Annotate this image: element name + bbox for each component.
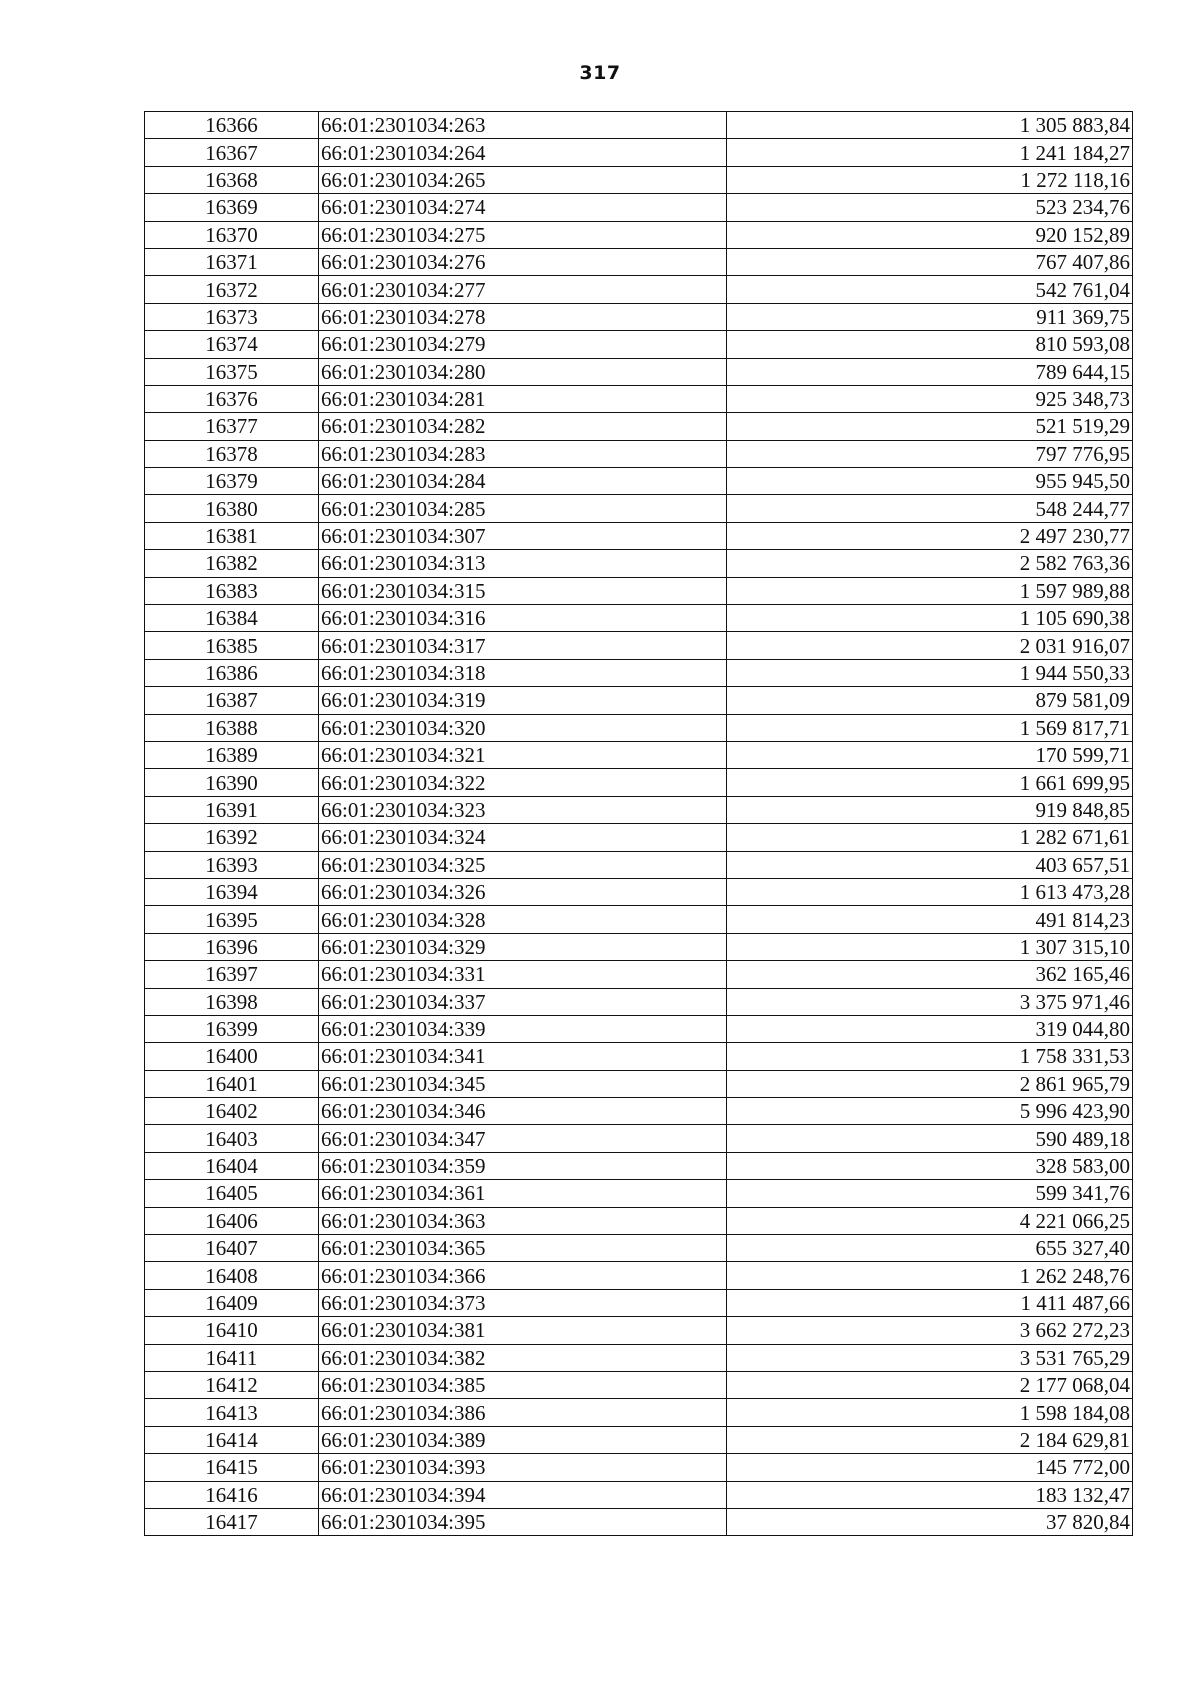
cadastral-value-cell: 797 776,95 [727,440,1133,467]
cadastral-value-cell: 521 519,29 [727,413,1133,440]
table-row [145,1262,1133,1289]
table-row [145,495,1133,522]
cadastral-value-cell: 1 598 184,08 [727,1399,1133,1426]
cadastral-value-cell: 1 307 315,10 [727,933,1133,960]
table-row [145,522,1133,549]
table-row [145,1152,1133,1179]
cadastral-number-cell: 66:01:2301034:320 [319,714,727,741]
table-row [145,331,1133,358]
cadastral-value-cell: 1 661 699,95 [727,769,1133,796]
row-number-cell: 16383 [145,577,319,604]
row-number-cell: 16411 [145,1344,319,1371]
row-number-cell: 16399 [145,1015,319,1042]
cadastral-number-cell: 66:01:2301034:280 [319,358,727,385]
cadastral-number-cell: 66:01:2301034:373 [319,1289,727,1316]
cadastral-number-cell: 66:01:2301034:381 [319,1317,727,1344]
cadastral-number-cell: 66:01:2301034:281 [319,385,727,412]
table-row [145,276,1133,303]
row-number-cell: 16372 [145,276,319,303]
cadastral-value-cell: 170 599,71 [727,741,1133,768]
row-number-cell: 16417 [145,1508,319,1535]
cadastral-value-cell: 3 531 765,29 [727,1344,1133,1371]
row-number-cell: 16376 [145,385,319,412]
row-number-cell: 16382 [145,550,319,577]
table-row [145,741,1133,768]
table-row [145,1426,1133,1453]
cadastral-value-cell: 1 758 331,53 [727,1043,1133,1070]
cadastral-number-cell: 66:01:2301034:278 [319,303,727,330]
table-row [145,632,1133,659]
cadastral-number-cell: 66:01:2301034:324 [319,824,727,851]
row-number-cell: 16371 [145,248,319,275]
cadastral-value-cell: 2 582 763,36 [727,550,1133,577]
cadastral-value-cell: 1 262 248,76 [727,1262,1133,1289]
table-row [145,1098,1133,1125]
row-number-cell: 16387 [145,687,319,714]
row-number-cell: 16390 [145,769,319,796]
cadastral-number-cell: 66:01:2301034:321 [319,741,727,768]
cadastral-number-cell: 66:01:2301034:359 [319,1152,727,1179]
table-row [145,1015,1133,1042]
row-number-cell: 16388 [145,714,319,741]
cadastral-number-cell: 66:01:2301034:279 [319,331,727,358]
cadastral-value-cell: 955 945,50 [727,468,1133,495]
cadastral-number-cell: 66:01:2301034:394 [319,1481,727,1508]
table-row [145,1481,1133,1508]
cadastral-number-cell: 66:01:2301034:346 [319,1098,727,1125]
row-number-cell: 16408 [145,1262,319,1289]
table-body [145,112,1133,1536]
cadastral-value-cell: 1 411 487,66 [727,1289,1133,1316]
row-number-cell: 16395 [145,906,319,933]
cadastral-number-cell: 66:01:2301034:264 [319,139,727,166]
cadastral-value-table [144,111,1133,1536]
table-row [145,468,1133,495]
cadastral-number-cell: 66:01:2301034:283 [319,440,727,467]
cadastral-number-cell: 66:01:2301034:277 [319,276,727,303]
row-number-cell: 16381 [145,522,319,549]
cadastral-number-cell: 66:01:2301034:347 [319,1125,727,1152]
cadastral-number-cell: 66:01:2301034:395 [319,1508,727,1535]
row-number-cell: 16409 [145,1289,319,1316]
row-number-cell: 16377 [145,413,319,440]
cadastral-value-cell: 3 662 272,23 [727,1317,1133,1344]
cadastral-number-cell: 66:01:2301034:361 [319,1180,727,1207]
row-number-cell: 16400 [145,1043,319,1070]
cadastral-number-cell: 66:01:2301034:275 [319,221,727,248]
cadastral-value-cell: 1 569 817,71 [727,714,1133,741]
row-number-cell: 16392 [145,824,319,851]
table-row [145,961,1133,988]
cadastral-number-cell: 66:01:2301034:284 [319,468,727,495]
row-number-cell: 16366 [145,112,319,139]
cadastral-number-cell: 66:01:2301034:307 [319,522,727,549]
cadastral-value-cell: 879 581,09 [727,687,1133,714]
cadastral-value-cell: 810 593,08 [727,331,1133,358]
row-number-cell: 16398 [145,988,319,1015]
table-row [145,413,1133,440]
table-row [145,1344,1133,1371]
cadastral-value-cell: 2 184 629,81 [727,1426,1133,1453]
table-row [145,1508,1133,1535]
cadastral-number-cell: 66:01:2301034:274 [319,194,727,221]
cadastral-value-cell: 542 761,04 [727,276,1133,303]
cadastral-number-cell: 66:01:2301034:326 [319,878,727,905]
cadastral-value-cell: 548 244,77 [727,495,1133,522]
table-row [145,358,1133,385]
row-number-cell: 16405 [145,1180,319,1207]
table-row [145,550,1133,577]
row-number-cell: 16374 [145,331,319,358]
row-number-cell: 16410 [145,1317,319,1344]
cadastral-number-cell: 66:01:2301034:363 [319,1207,727,1234]
cadastral-number-cell: 66:01:2301034:285 [319,495,727,522]
cadastral-value-cell: 403 657,51 [727,851,1133,878]
cadastral-value-cell: 767 407,86 [727,248,1133,275]
table-row [145,166,1133,193]
table-row [145,1235,1133,1262]
cadastral-number-cell: 66:01:2301034:316 [319,605,727,632]
cadastral-value-cell: 1 944 550,33 [727,659,1133,686]
table-row [145,194,1133,221]
row-number-cell: 16369 [145,194,319,221]
table-row [145,1043,1133,1070]
page-number: 317 [579,62,621,84]
row-number-cell: 16385 [145,632,319,659]
cadastral-value-cell: 1 597 989,88 [727,577,1133,604]
row-number-cell: 16415 [145,1454,319,1481]
cadastral-number-cell: 66:01:2301034:366 [319,1262,727,1289]
table-row [145,248,1133,275]
table-row [145,1289,1133,1316]
table-row [145,878,1133,905]
table-row [145,440,1133,467]
row-number-cell: 16396 [145,933,319,960]
cadastral-number-cell: 66:01:2301034:382 [319,1344,727,1371]
row-number-cell: 16404 [145,1152,319,1179]
table-row [145,1371,1133,1398]
row-number-cell: 16386 [145,659,319,686]
cadastral-number-cell: 66:01:2301034:345 [319,1070,727,1097]
table-row [145,714,1133,741]
row-number-cell: 16394 [145,878,319,905]
table-row [145,577,1133,604]
cadastral-value-cell: 145 772,00 [727,1454,1133,1481]
row-number-cell: 16397 [145,961,319,988]
cadastral-number-cell: 66:01:2301034:393 [319,1454,727,1481]
cadastral-value-cell: 3 375 971,46 [727,988,1133,1015]
cadastral-number-cell: 66:01:2301034:263 [319,112,727,139]
cadastral-value-cell: 523 234,76 [727,194,1133,221]
row-number-cell: 16393 [145,851,319,878]
cadastral-value-cell: 919 848,85 [727,796,1133,823]
cadastral-value-cell: 37 820,84 [727,1508,1133,1535]
cadastral-value-cell: 5 996 423,90 [727,1098,1133,1125]
cadastral-number-cell: 66:01:2301034:337 [319,988,727,1015]
cadastral-value-cell: 590 489,18 [727,1125,1133,1152]
table-row [145,1180,1133,1207]
table-row [145,851,1133,878]
table-row [145,221,1133,248]
cadastral-number-cell: 66:01:2301034:328 [319,906,727,933]
cadastral-number-cell: 66:01:2301034:313 [319,550,727,577]
row-number-cell: 16389 [145,741,319,768]
cadastral-value-cell: 1 105 690,38 [727,605,1133,632]
row-number-cell: 16414 [145,1426,319,1453]
cadastral-number-cell: 66:01:2301034:329 [319,933,727,960]
row-number-cell: 16407 [145,1235,319,1262]
table-row [145,1399,1133,1426]
row-number-cell: 16416 [145,1481,319,1508]
table-row [145,139,1133,166]
cadastral-value-cell: 2 861 965,79 [727,1070,1133,1097]
row-number-cell: 16373 [145,303,319,330]
cadastral-value-cell: 2 031 916,07 [727,632,1133,659]
cadastral-number-cell: 66:01:2301034:318 [319,659,727,686]
table-row [145,385,1133,412]
cadastral-number-cell: 66:01:2301034:282 [319,413,727,440]
cadastral-number-cell: 66:01:2301034:317 [319,632,727,659]
cadastral-value-cell: 655 327,40 [727,1235,1133,1262]
cadastral-value-cell: 925 348,73 [727,385,1133,412]
cadastral-value-cell: 328 583,00 [727,1152,1133,1179]
cadastral-value-cell: 599 341,76 [727,1180,1133,1207]
cadastral-value-cell: 491 814,23 [727,906,1133,933]
table-row [145,687,1133,714]
row-number-cell: 16378 [145,440,319,467]
table-row [145,1070,1133,1097]
row-number-cell: 16380 [145,495,319,522]
table-row [145,933,1133,960]
cadastral-number-cell: 66:01:2301034:315 [319,577,727,604]
table-row [145,659,1133,686]
table-row [145,112,1133,139]
table-row [145,1454,1133,1481]
row-number-cell: 16370 [145,221,319,248]
row-number-cell: 16375 [145,358,319,385]
cadastral-number-cell: 66:01:2301034:341 [319,1043,727,1070]
cadastral-number-cell: 66:01:2301034:339 [319,1015,727,1042]
cadastral-number-cell: 66:01:2301034:389 [319,1426,727,1453]
row-number-cell: 16403 [145,1125,319,1152]
cadastral-value-cell: 1 282 671,61 [727,824,1133,851]
cadastral-value-cell: 920 152,89 [727,221,1133,248]
table-row [145,824,1133,851]
cadastral-number-cell: 66:01:2301034:276 [319,248,727,275]
row-number-cell: 16391 [145,796,319,823]
row-number-cell: 16412 [145,1371,319,1398]
cadastral-value-cell: 4 221 066,25 [727,1207,1133,1234]
cadastral-number-cell: 66:01:2301034:319 [319,687,727,714]
table-row [145,1317,1133,1344]
cadastral-value-cell: 789 644,15 [727,358,1133,385]
table-row [145,906,1133,933]
row-number-cell: 16379 [145,468,319,495]
cadastral-value-cell: 319 044,80 [727,1015,1133,1042]
table-row [145,769,1133,796]
table-row [145,605,1133,632]
cadastral-number-cell: 66:01:2301034:322 [319,769,727,796]
cadastral-value-cell: 1 241 184,27 [727,139,1133,166]
cadastral-value-cell: 1 305 883,84 [727,112,1133,139]
row-number-cell: 16402 [145,1098,319,1125]
row-number-cell: 16406 [145,1207,319,1234]
cadastral-value-cell: 1 613 473,28 [727,878,1133,905]
cadastral-number-cell: 66:01:2301034:331 [319,961,727,988]
table-row [145,303,1133,330]
row-number-cell: 16368 [145,166,319,193]
cadastral-value-cell: 183 132,47 [727,1481,1133,1508]
cadastral-number-cell: 66:01:2301034:365 [319,1235,727,1262]
cadastral-number-cell: 66:01:2301034:385 [319,1371,727,1398]
cadastral-value-cell: 362 165,46 [727,961,1133,988]
row-number-cell: 16413 [145,1399,319,1426]
cadastral-number-cell: 66:01:2301034:265 [319,166,727,193]
row-number-cell: 16384 [145,605,319,632]
table-row [145,1125,1133,1152]
row-number-cell: 16401 [145,1070,319,1097]
cadastral-number-cell: 66:01:2301034:386 [319,1399,727,1426]
cadastral-value-cell: 2 177 068,04 [727,1371,1133,1398]
row-number-cell: 16367 [145,139,319,166]
cadastral-value-cell: 2 497 230,77 [727,522,1133,549]
cadastral-number-cell: 66:01:2301034:323 [319,796,727,823]
table-row [145,796,1133,823]
cadastral-value-cell: 1 272 118,16 [727,166,1133,193]
table-row [145,1207,1133,1234]
cadastral-number-cell: 66:01:2301034:325 [319,851,727,878]
cadastral-value-cell: 911 369,75 [727,303,1133,330]
table-row [145,988,1133,1015]
